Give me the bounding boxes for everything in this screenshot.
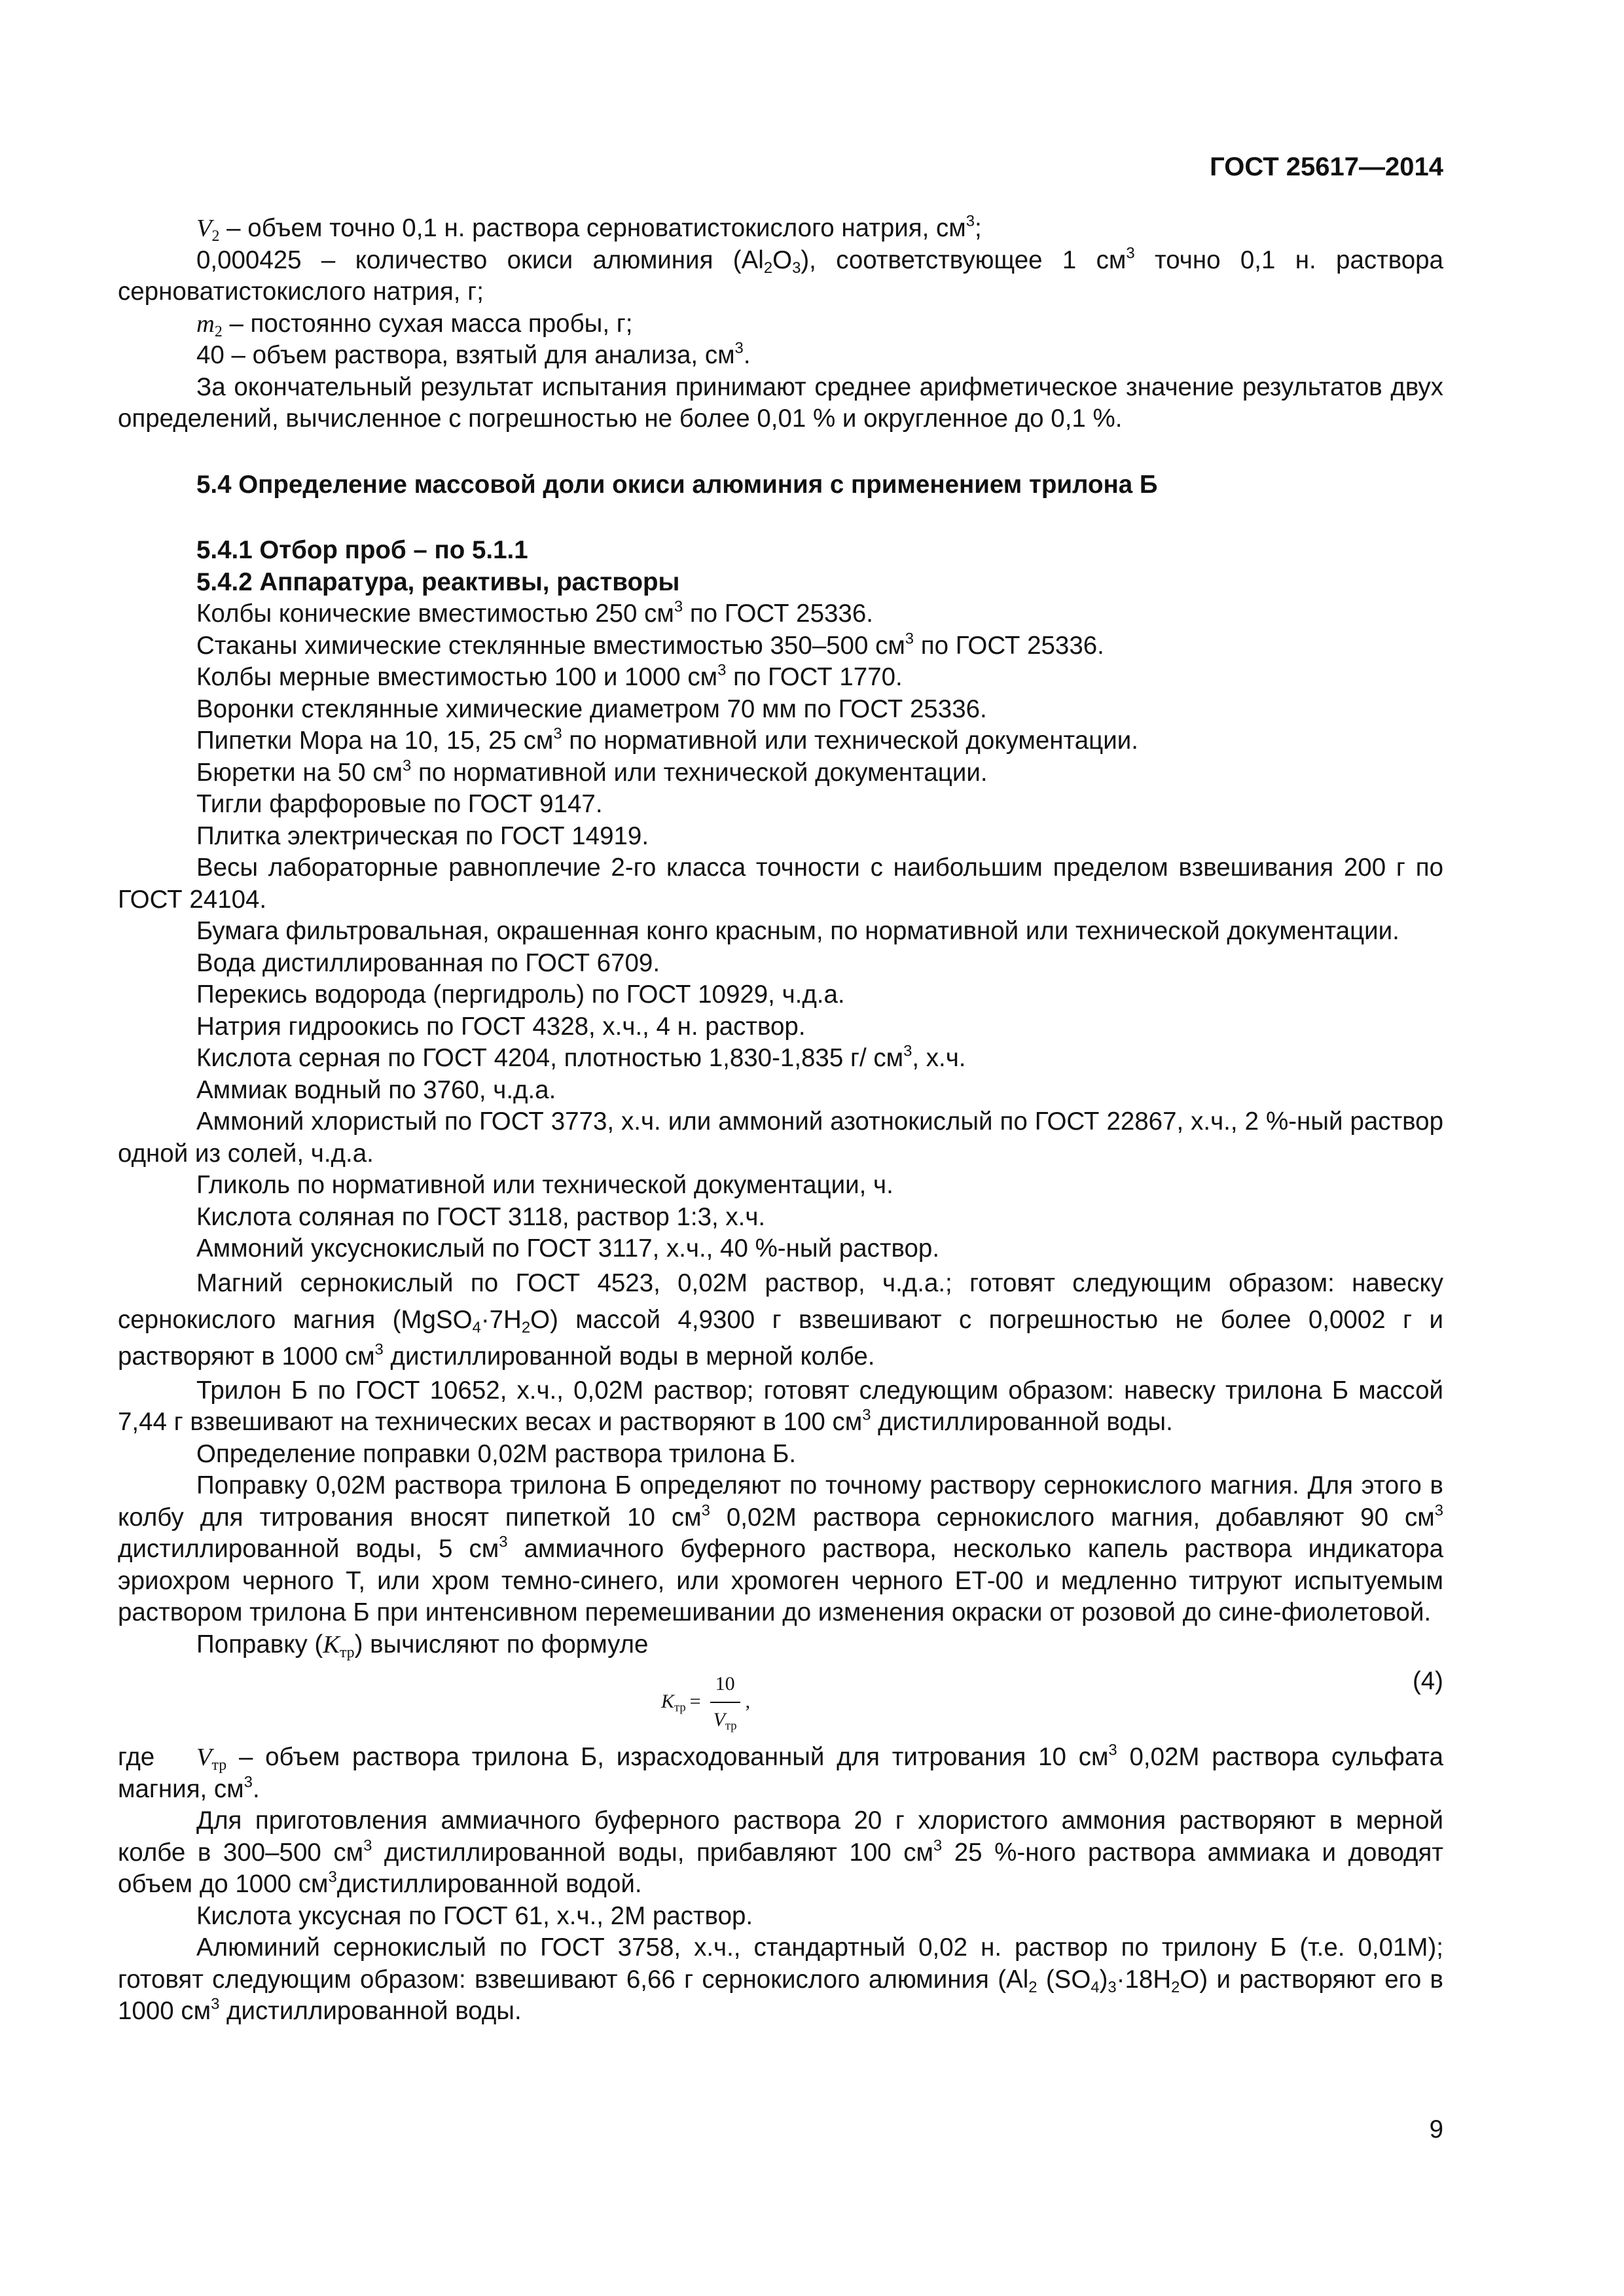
list-item: Плитка электрическая по ГОСТ 14919. [196, 821, 649, 850]
symbol-ktr: $K_{тр}$ [323, 1630, 355, 1661]
list-item: Аммоний уксуснокислый по ГОСТ 3117, х.ч., 40 %-ный раствор. [196, 1234, 940, 1263]
list-item: Колбы мерные вместимостью 100 и 1000 $см^3$ по ГОСТ 1770. [196, 661, 903, 691]
section-heading-5-4: 5.4 Определение массовой доли окиси алюминия с применением трилона Б [196, 470, 1158, 499]
symbol-m2: $m_2$ [196, 310, 223, 340]
list-item: Кислота серная по ГОСТ 4204, плотностью 1,830-1,835 г/ $см^3$, х.ч. [196, 1042, 966, 1072]
list-item: Стаканы химические стеклянные вместимостью 350–500 $см^3$ по ГОСТ 25336. [196, 630, 1104, 660]
paragraph-correction-formula-intro: Поправку $(K_{тр})$ вычисляют по формуле [196, 1630, 649, 1661]
list-item: Кислота уксусная по ГОСТ 61, х.ч., 2М раствор. [196, 1901, 753, 1930]
list-item: Бюретки на 50 $см^3$ по нормативной или технической документации. [196, 757, 988, 787]
list-item: Натрия гидроокись по ГОСТ 4328, х.ч., 4 н. раствор. [196, 1012, 806, 1041]
paragraph-aluminium-sulfate: Алюминий сернокислый по ГОСТ 3758, х.ч., стандартный 0,02 н. раствор по трилону Б (т.е. 0,01М); готовят следующим образом: взвешивают 6,66 г сернокислого алюминия ($Al_2$ $(SO_4)_3\cdot 18H_2O$) и растворяют его в 1000 $см^3$ дистиллированной воды. [118, 1933, 1443, 2025]
standard-number-header: ГОСТ 25617—2014 [1210, 152, 1443, 181]
list-item: Пипетки Мора на 10, 15, 25 $см^3$ по нормативной или технической документации. [196, 725, 1138, 755]
list-item: Аммоний хлористый по ГОСТ 3773, х.ч. или аммоний азотнокислый по ГОСТ 22867, х.ч., 2 %-ный раствор одной из солей, ч.д.а. [118, 1107, 1443, 1168]
paragraph-m2: $m_2$ – постоянно сухая масса пробы, г; [196, 309, 633, 340]
list-item: Бумага фильтровальная, окрашенная конго красным, по нормативной или технической документации. [196, 917, 1399, 945]
list-item: Перекись водорода (пергидроль) по ГОСТ 10929, ч.д.а. [196, 980, 845, 1009]
paragraph-correction-method: Поправку 0,02М раствора трилона Б определяют по точному раствору сернокислого магния. Для этого в колбу для титрования вносят пипеткой 10 $см^3$ 0,02М раствора сернокислого магния, добавляют 90 $см^3$ дистиллированной воды, 5 $см^3$ аммиачного буферного раствора, несколько капель раствора индикатора эриохром черного Т, или хром темно-синего, или хромоген черного ЕТ-00 и медленно титруют испытуемым раствором трилона Б при интенсивном перемешивании до изменения окраски от розовой до сине-фиолетовой. [118, 1471, 1443, 1626]
formula-expression: $K_{тр}$ = $\frac{10}{V_{тр}}$ , [661, 1668, 750, 1736]
list-item: Воронки стеклянные химические диаметром 70 мм по ГОСТ 25336. [196, 694, 987, 723]
list-item: Колбы конические вместимостью 250 $см^3$ по ГОСТ 25336. [196, 598, 873, 628]
subsection-heading-5-4-2: 5.4.2 Аппаратура, реактивы, растворы [196, 567, 680, 596]
equation-number: (4) [1412, 1667, 1443, 1695]
list-item: Магний сернокислый по ГОСТ 4523, 0,02М раствор, ч.д.а.; готовят следующим образом: навеску сернокислого магния $(MgSO_4\cdot 7H_2O)$ массой 4,9300 г взвешивают с погрешностью не более 0,0002 г и растворяют в 1000 $см^3$ дистиллированной воды в мерной колбе. [118, 1268, 1444, 1371]
list-item: Тигли фарфоровые по ГОСТ 9147. [196, 790, 603, 818]
paragraph-v2: $V_2$ – объем точно 0,1 н. раствора серноватистокислого натрия, $см^3$; [196, 212, 982, 245]
paragraph-volume: 40 – объем раствора, взятый для анализа, $см^3$. [196, 339, 751, 369]
formula-4 [118, 1666, 1443, 1739]
paragraph-buffer-solution: Для приготовления аммиачного буферного раствора 20 г хлористого аммония растворяют в мерной колбе в 300–500 $см^3$ дистиллированной воды, прибавляют 100 $см^3$ 25 %-ного раствора аммиака и доводят объем до 1000 $см^3дистиллированной$ водой. [118, 1806, 1443, 1898]
page-number: 9 [1429, 2115, 1443, 2144]
list-item: Трилон Б по ГОСТ 10652, х.ч., 0,02М раствор; готовят следующим образом: навеску трилона Б массой 7,44 г взвешивают на технических весах и растворяют в 100 $см^3$ дистиллированной воды. [118, 1376, 1443, 1436]
subsection-heading-5-4-1: 5.4.1 Отбор проб – по 5.1.1 [196, 536, 528, 564]
list-item: Вода дистиллированная по ГОСТ 6709. [196, 948, 660, 977]
document-page [118, 0, 1443, 2296]
list-item: Определение поправки 0,02М раствора трилона Б. [196, 1439, 797, 1468]
paragraph-where-vtr: где $V_{тр}$ – объем раствора трилона Б, израсходованный для титрования 10 $см^3$ 0,02М раствора сульфата магния, $см^3$. [118, 1741, 1443, 1803]
document-body [118, 213, 1443, 2028]
list-item: Аммиак водный по 3760, ч.д.а. [196, 1075, 556, 1104]
paragraph-final-result: За окончательный результат испытания принимают среднее арифметическое значение результатов двух определений, вычисленное с погрешностью не более 0,01 % и округленное до 0,1 %. [118, 372, 1443, 433]
list-item: Весы лабораторные равноплечие 2-го класса точности с наибольшим пределом взвешивания 200 г по ГОСТ 24104. [118, 853, 1443, 914]
list-item: Кислота соляная по ГОСТ 3118, раствор 1:3, х.ч. [196, 1202, 766, 1231]
list-item: Гликоль по нормативной или технической документации, ч. [196, 1171, 893, 1199]
symbol-v2: $V_2$ [196, 215, 220, 245]
symbol-vtr: $V_{тр}$ [196, 1744, 227, 1774]
paragraph-coefficient: 0,000425 – количество окиси алюминия $(Al_2O_3)$, соответствующее 1 $см^3$ точно 0,1 н. раствора серноватистокислого натрия, г; [118, 244, 1443, 306]
formula-fraction: $\frac{10}{V_{тр}}$ [710, 1668, 740, 1736]
